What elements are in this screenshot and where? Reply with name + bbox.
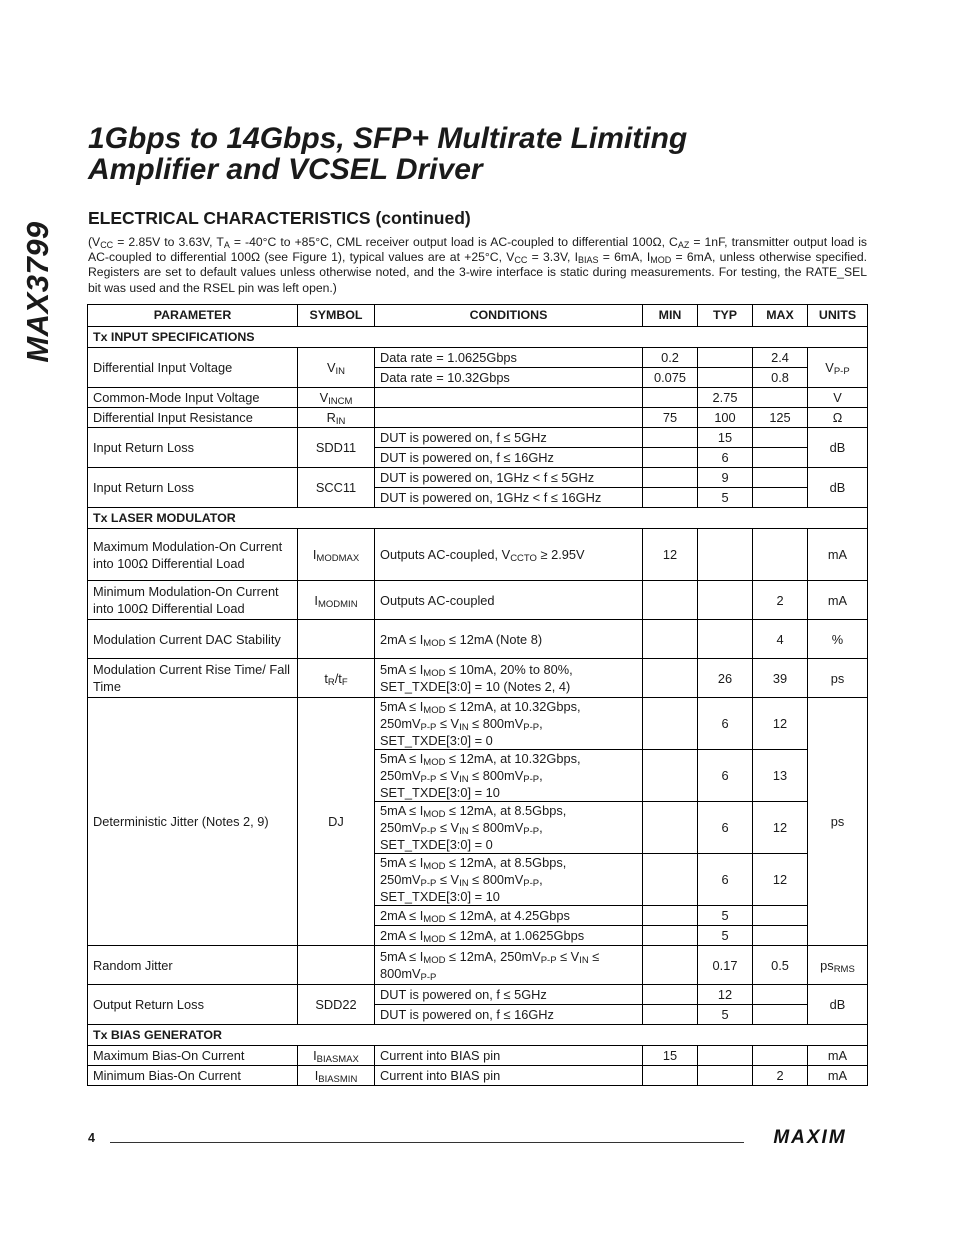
header-min: MIN	[643, 305, 698, 327]
electrical-characteristics-table	[87, 304, 868, 1086]
min-cell	[643, 985, 698, 1005]
param-cell: Input Return Loss	[88, 428, 298, 468]
units-cell: ps	[808, 659, 868, 698]
max-cell	[753, 488, 808, 508]
units-cell: mA	[808, 1066, 868, 1086]
min-cell	[643, 620, 698, 659]
param-cell: Minimum Modulation-On Current into 100Ω Differential Load	[88, 581, 298, 620]
units-cell: dB	[808, 985, 868, 1025]
header-conditions: CONDITIONS	[375, 305, 643, 327]
max-cell	[753, 1005, 808, 1025]
param-cell: Differential Input Voltage	[88, 348, 298, 388]
min-cell	[643, 906, 698, 926]
condition-cell: Current into BIAS pin	[375, 1046, 643, 1066]
typ-cell	[698, 348, 753, 368]
symbol-cell: $V_{INCM}$	[298, 388, 375, 408]
typ-cell: 5	[698, 1005, 753, 1025]
symbol-cell: $I_{BIASMAX}$	[298, 1046, 375, 1066]
min-cell: 15	[643, 1046, 698, 1066]
units-cell: %	[808, 620, 868, 659]
table-row	[88, 388, 868, 408]
condition-cell: $2mA \le I_{MOD} \le 12mA$ (Note 8)	[375, 620, 643, 659]
param-cell: Minimum Bias-On Current	[88, 1066, 298, 1086]
max-cell: 0.8	[753, 368, 808, 388]
max-cell	[753, 1046, 808, 1066]
max-cell: 2.4	[753, 348, 808, 368]
param-cell: Input Return Loss	[88, 468, 298, 508]
min-cell	[643, 488, 698, 508]
typ-cell: 6	[698, 750, 753, 802]
symbol-cell: $I_{BIASMIN}$	[298, 1066, 375, 1086]
condition-cell: Outputs AC-coupled	[375, 581, 643, 620]
max-cell: 13	[753, 750, 808, 802]
max-cell: 0.5	[753, 946, 808, 985]
min-cell	[643, 428, 698, 448]
condition-cell: Data rate = 1.0625Gbps	[375, 348, 643, 368]
typ-cell: 6	[698, 854, 753, 906]
units-cell: $ps_{RMS}$	[808, 946, 868, 985]
condition-cell: $2mA \le I_{MOD} \le 12mA$, at 1.0625Gbps	[375, 926, 643, 946]
param-cell: Deterministic Jitter (Notes 2, 9)	[88, 698, 298, 946]
typ-cell: 9	[698, 468, 753, 488]
condition-cell: DUT is powered on, f ≤ 5GHz	[375, 428, 643, 448]
condition-cell: $5mA \le I_{MOD} \le 10mA$, 20% to 80%, SET_TXDE[3:0] = 10 (Notes 2, 4)	[375, 659, 643, 698]
min-cell	[643, 659, 698, 698]
units-cell: V	[808, 388, 868, 408]
header-typ: TYP	[698, 305, 753, 327]
max-cell	[753, 529, 808, 581]
min-cell	[643, 581, 698, 620]
typ-cell: 5	[698, 488, 753, 508]
table-row	[88, 1046, 868, 1066]
param-cell: Maximum Bias-On Current	[88, 1046, 298, 1066]
table-row	[88, 408, 868, 428]
min-cell	[643, 1005, 698, 1025]
table-row	[88, 1066, 868, 1086]
units-cell: $V_{P-P}$	[808, 348, 868, 388]
typ-cell: 6	[698, 698, 753, 750]
param-cell: Random Jitter	[88, 946, 298, 985]
units-cell: ps	[808, 698, 868, 946]
condition-cell: DUT is powered on, f ≤ 5GHz	[375, 985, 643, 1005]
section-row-tx-laser: Tx LASER MODULATOR	[88, 508, 868, 529]
condition-cell	[375, 408, 643, 428]
symbol-cell	[298, 620, 375, 659]
typ-cell: 26	[698, 659, 753, 698]
header-max: MAX	[753, 305, 808, 327]
typ-cell: 5	[698, 926, 753, 946]
min-cell	[643, 854, 698, 906]
page-title: 1Gbps to 14Gbps, SFP+ Multirate Limiting Amplifier and VCSEL Driver	[88, 122, 688, 186]
symbol-cell: SDD11	[298, 428, 375, 468]
units-cell: mA	[808, 581, 868, 620]
table-row	[88, 659, 868, 698]
typ-cell: 6	[698, 802, 753, 854]
units-cell: mA	[808, 1046, 868, 1066]
table-row	[88, 468, 868, 488]
table-row	[88, 529, 868, 581]
param-cell: Modulation Current DAC Stability	[88, 620, 298, 659]
max-cell: 39	[753, 659, 808, 698]
condition-cell: $5mA \le I_{MOD} \le 12mA$, at 10.32Gbps, $250mV_{P-P} \le V_{IN} \le 800mV_{P-P}$, SET_TXDE[3:0] = 10	[375, 750, 643, 802]
table-row	[88, 985, 868, 1005]
condition-cell: Outputs AC-coupled, $V_{CCTO} \ge 2.95V$	[375, 529, 643, 581]
max-cell: 12	[753, 802, 808, 854]
condition-cell: $2mA \le I_{MOD} \le 12mA$, at 4.25Gbps	[375, 906, 643, 926]
min-cell	[643, 750, 698, 802]
condition-cell: DUT is powered on, 1GHz < f ≤ 5GHz	[375, 468, 643, 488]
footer-divider	[110, 1142, 744, 1143]
typ-cell: 15	[698, 428, 753, 448]
typ-cell	[698, 1066, 753, 1086]
condition-cell: $5mA \le I_{MOD} \le 12mA$, at 8.5Gbps, $250mV_{P-P} \le V_{IN} \le 800mV_{P-P}$, SET_TXDE[3:0] = 10	[375, 854, 643, 906]
typ-cell: 2.75	[698, 388, 753, 408]
units-cell: Ω	[808, 408, 868, 428]
max-cell	[753, 926, 808, 946]
header-parameter: PARAMETER	[88, 305, 298, 327]
typ-cell: 100	[698, 408, 753, 428]
condition-cell: DUT is powered on, f ≤ 16GHz	[375, 1005, 643, 1025]
max-cell: 125	[753, 408, 808, 428]
min-cell	[643, 1066, 698, 1086]
typ-cell	[698, 368, 753, 388]
symbol-cell: SDD22	[298, 985, 375, 1025]
max-cell: 2	[753, 1066, 808, 1086]
max-cell: 4	[753, 620, 808, 659]
condition-cell: Data rate = 10.32Gbps	[375, 368, 643, 388]
maxim-logo	[754, 1126, 866, 1146]
max-cell	[753, 448, 808, 468]
min-cell	[643, 802, 698, 854]
logo-text: MAXIM	[773, 1127, 847, 1146]
symbol-cell	[298, 946, 375, 985]
condition-cell: $5mA \le I_{MOD} \le 12mA$, at 8.5Gbps, $250mV_{P-P} \le V_{IN} \le 800mV_{P-P}$, SET_TXDE[3:0] = 0	[375, 802, 643, 854]
condition-cell: DUT is powered on, f ≤ 16GHz	[375, 448, 643, 468]
test-conditions: ($V_{CC} = 2.85V$ to 3.63V, $T_A = -40^\circ C$ to +85°C, CML receiver output load is AC-coupled to differential 100Ω, $C_{AZ} = 1nF$, transmitter output load is AC-coupled to differential 100Ω (see Figure 1), typical values are at +25°C, $V_{CC} = 3.3V$, $I_{BIAS} = 6mA$, $I_{MOD} = 6mA$, unless otherwise specified. Registers are set to default values unless otherwise noted, and the 3-wire interface is static during measurements. For testing, the RATE_SEL bit was used and the RSEL pin was left open.)	[88, 235, 868, 295]
min-cell	[643, 698, 698, 750]
table-row	[88, 581, 868, 620]
symbol-cell: $V_{IN}$	[298, 348, 375, 388]
symbol-cell: $R_{IN}$	[298, 408, 375, 428]
header-symbol: SYMBOL	[298, 305, 375, 327]
condition-cell: $5mA \le I_{MOD} \le 12mA$, $250mV_{P-P} \le V_{IN}$ ≤ $800mV_{P-P}$	[375, 946, 643, 985]
max-cell	[753, 388, 808, 408]
min-cell	[643, 946, 698, 985]
condition-cell: DUT is powered on, 1GHz < f ≤ 16GHz	[375, 488, 643, 508]
table-header-row	[88, 305, 868, 327]
min-cell	[643, 468, 698, 488]
typ-cell: 12	[698, 985, 753, 1005]
min-cell: 0.2	[643, 348, 698, 368]
section-row-tx-input: Tx INPUT SPECIFICATIONS	[88, 327, 868, 348]
min-cell: 12	[643, 529, 698, 581]
units-cell: dB	[808, 428, 868, 468]
max-cell	[753, 468, 808, 488]
max-cell	[753, 985, 808, 1005]
min-cell: 0.075	[643, 368, 698, 388]
section-title: ELECTRICAL CHARACTERISTICS (continued)	[88, 208, 471, 228]
condition-cell	[375, 388, 643, 408]
units-cell: mA	[808, 529, 868, 581]
table-row	[88, 698, 868, 750]
typ-cell	[698, 620, 753, 659]
min-cell	[643, 926, 698, 946]
condition-cell: Current into BIAS pin	[375, 1066, 643, 1086]
units-cell: dB	[808, 468, 868, 508]
typ-cell	[698, 581, 753, 620]
symbol-cell: $I_{MODMAX}$	[298, 529, 375, 581]
symbol-cell: SCC11	[298, 468, 375, 508]
max-cell: 12	[753, 698, 808, 750]
typ-cell	[698, 1046, 753, 1066]
typ-cell: 5	[698, 906, 753, 926]
table-row	[88, 946, 868, 985]
max-cell	[753, 906, 808, 926]
header-units: UNITS	[808, 305, 868, 327]
param-cell: Maximum Modulation-On Current into 100Ω Differential Load	[88, 529, 298, 581]
typ-cell: 6	[698, 448, 753, 468]
symbol-cell: DJ	[298, 698, 375, 946]
param-cell: Output Return Loss	[88, 985, 298, 1025]
max-cell: 12	[753, 854, 808, 906]
symbol-cell: $t_R/t_F$	[298, 659, 375, 698]
symbol-cell: $I_{MODMIN}$	[298, 581, 375, 620]
table-row	[88, 620, 868, 659]
page-number: 4	[88, 1131, 95, 1145]
condition-cell: $5mA \le I_{MOD} \le 12mA$, at 10.32Gbps, $250mV_{P-P} \le V_{IN} \le 800mV_{P-P}$, SET_TXDE[3:0] = 0	[375, 698, 643, 750]
table-row	[88, 348, 868, 368]
param-cell: Common-Mode Input Voltage	[88, 388, 298, 408]
typ-cell: 0.17	[698, 946, 753, 985]
param-cell: Differential Input Resistance	[88, 408, 298, 428]
max-cell	[753, 428, 808, 448]
table-row	[88, 428, 868, 448]
side-part-number: MAX3799	[20, 221, 55, 363]
max-cell: 2	[753, 581, 808, 620]
min-cell: 75	[643, 408, 698, 428]
typ-cell	[698, 529, 753, 581]
section-row-tx-bias: Tx BIAS GENERATOR	[88, 1025, 868, 1046]
min-cell	[643, 448, 698, 468]
param-cell: Modulation Current Rise Time/ Fall Time	[88, 659, 298, 698]
min-cell	[643, 388, 698, 408]
